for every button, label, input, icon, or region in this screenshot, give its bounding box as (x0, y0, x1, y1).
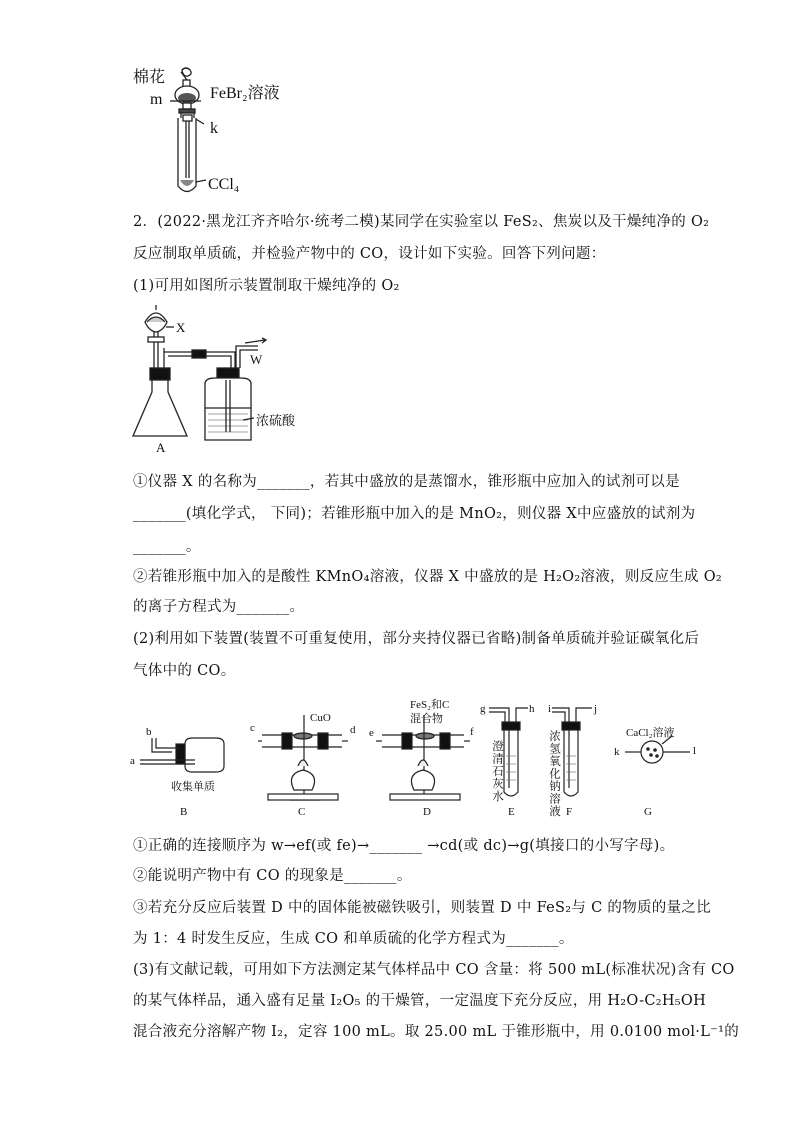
part2-line2: 气体中的 CO。 (133, 663, 236, 679)
label-i-port: i (548, 703, 552, 715)
label-h-port: h (529, 703, 535, 715)
q1-line1: ①仪器 X 的名称为_______，若其中盛放的是蒸馏水，锥形瓶中应加入的试剂可以是 (133, 474, 680, 490)
part3-line1: (3)有文献记载，可用如下方法测定某气体样品中 CO 含量：将 500 mL(标准状况)含有 CO (133, 962, 735, 978)
q5-line1: ③若充分反应后装置 D 中的固体能被磁铁吸引，则装置 D 中 FeS₂与 C 的物质的量之比 (133, 900, 712, 916)
q1-line2: _______(填化学式， 下同)；若锥形瓶中加入的是 MnO₂，则仪器 X中应盛放的试剂为 (133, 506, 696, 522)
label-c-port: c (250, 722, 255, 734)
label-d-port: d (350, 724, 356, 736)
label-w: W (250, 352, 263, 367)
label-acid: 浓硫酸 (256, 413, 296, 428)
label-m: m (150, 91, 163, 108)
label-a: A (156, 440, 166, 455)
label-letter-e: E (508, 806, 515, 818)
q5-line2: 为 1：4 时发生反应，生成 CO 和单质硫的化学方程式为_______。 (133, 931, 574, 947)
label-mixture: 混合物 (410, 713, 443, 725)
q4-line1: ②能说明产物中有 CO 的现象是_______。 (133, 868, 412, 884)
part1-title: (1)可用如图所示装置制取干燥纯净的 O₂ (133, 278, 400, 294)
q1-line3: _______。 (133, 539, 201, 555)
label-ccl4: CCl₄ (208, 176, 240, 193)
label-naoh: 浓氢氧化钠溶液 (548, 730, 560, 818)
label-l-port: l (693, 745, 697, 757)
q3-line1: ①正确的连接顺序为 w→ef(或 fe)→_______ →cd(或 dc)→g(填接口的小写字母)。 (133, 838, 675, 854)
question-intro-line1: 2．(2022·黑龙江齐齐哈尔·统考二模)某同学在实验室以 FeS₂、焦炭以及干燥纯净的 O₂ (133, 214, 710, 230)
label-k: k (210, 120, 218, 137)
label-letter-b: B (180, 806, 188, 818)
label-g-port: g (480, 703, 486, 715)
part3-line3: 混合液充分溶解产物 I₂，定容 100 mL。取 25.00 mL 于锥形瓶中，用 0.0100 mol·L⁻¹的 (133, 1024, 740, 1040)
label-letter-d: D (423, 806, 431, 818)
label-solution: FeBr₂溶液 (210, 85, 280, 102)
caption-collect: 收集单质 (171, 781, 215, 793)
label-cotton: 棉花 (133, 69, 166, 86)
label-f-port: f (470, 726, 474, 738)
label-x: X (176, 320, 186, 335)
label-letter-f: F (566, 806, 573, 818)
q2-line2: 的离子方程式为_______。 (133, 599, 305, 615)
label-letter-g: G (644, 806, 652, 818)
label-e-port: e (369, 727, 374, 739)
label-b-port: b (146, 726, 152, 738)
label-letter-c: C (298, 806, 306, 818)
question-intro-line2: 反应制取单质硫，并检验产物中的 CO，设计如下实验。回答下列问题： (133, 246, 606, 262)
label-a-port: a (130, 755, 135, 767)
label-j-port: j (594, 703, 598, 715)
part2-line1: (2)利用如下装置(装置不可重复使用，部分夹持仪器已省略)制备单质硫并验证碳氧化后 (133, 631, 700, 647)
label-lime-water: 澄清石灰水 (491, 740, 503, 803)
part3-line2: 的某气体样品，通入盛有足量 I₂O₅ 的干燥管，一定温度下充分反应，用 H₂O-C₂H₅OH (133, 993, 707, 1009)
q2-line1: ②若锥形瓶中加入的是酸性 KMnO₄溶液，仪器 X 中盛放的是 H₂O₂溶液，则反应生成 O₂ (133, 569, 723, 585)
label-fes2-c: FeS₂和C (410, 699, 450, 711)
label-cuo: CuO (310, 712, 331, 724)
label-k-port: k (614, 746, 620, 758)
label-cacl2: CaCl₂溶液 (626, 727, 675, 739)
